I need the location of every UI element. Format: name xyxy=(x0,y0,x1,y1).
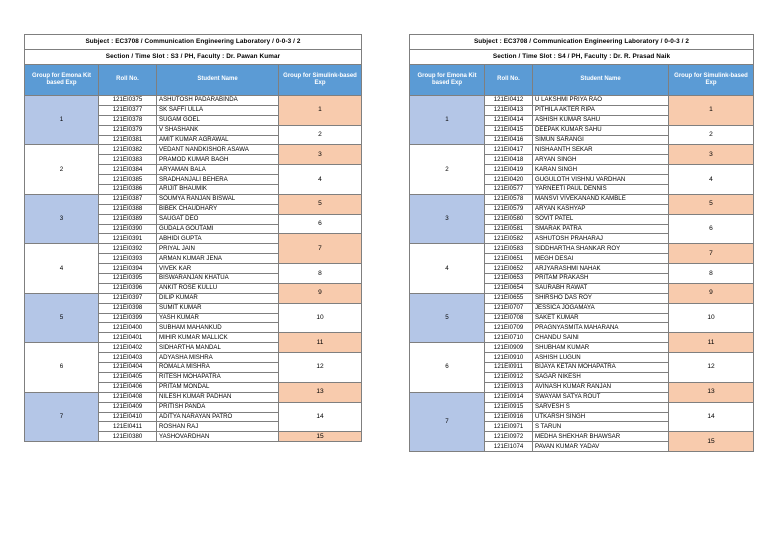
roll-no-cell: 121EI0579 xyxy=(485,204,533,214)
emona-group-cell: 4 xyxy=(410,244,485,293)
roll-no-cell: 121EI0418 xyxy=(485,155,533,165)
student-name-cell: ROMALA MISHRA xyxy=(157,363,279,373)
emona-group-cell: 1 xyxy=(25,96,99,145)
simulink-group-cell: 5 xyxy=(279,194,362,214)
student-name-cell: ARJYARASHMI NAHAK xyxy=(533,264,669,274)
simulink-group-header: Group for Simulink-based Exp xyxy=(279,65,362,96)
simulink-group-cell: 12 xyxy=(279,353,362,383)
roll-no-cell: 121EI0417 xyxy=(485,145,533,155)
student-name-cell: ARYAMAN BALA xyxy=(157,165,279,175)
student-name-cell: SARVESH S xyxy=(533,402,669,412)
student-name-cell: PRAMOD KUMAR BAGH xyxy=(157,155,279,165)
header-row xyxy=(25,65,362,96)
student-name-cell: ADITYA NARAYAN PATRO xyxy=(157,412,279,422)
table-row xyxy=(25,194,362,204)
simulink-group-cell: 14 xyxy=(279,402,362,432)
emona-group-cell: 5 xyxy=(25,293,99,342)
roll-no-cell: 121EI0403 xyxy=(99,353,157,363)
roll-no-cell: 121EI0384 xyxy=(99,165,157,175)
student-name-cell: DEEPAK KUMAR SAHU xyxy=(533,125,669,135)
student-name-header: Student Name xyxy=(157,65,279,96)
student-name-cell: ASHISH KUMAR SAHU xyxy=(533,115,669,125)
student-name-cell: VEDANT NANDKISHOR ASAWA xyxy=(157,145,279,155)
simulink-group-cell: 14 xyxy=(669,402,754,432)
emona-group-cell: 5 xyxy=(410,293,485,342)
roll-no-cell: 121EI0402 xyxy=(99,343,157,353)
student-name-cell: PITHILA AKTER RIPA xyxy=(533,105,669,115)
simulink-group-cell: 4 xyxy=(669,165,754,195)
student-name-cell: SOVIT PATEL xyxy=(533,214,669,224)
student-name-cell: BIBEK CHAUDHARY xyxy=(157,204,279,214)
roll-no-cell: 121EI0415 xyxy=(485,125,533,135)
simulink-group-cell: 15 xyxy=(279,432,362,442)
roll-no-cell: 121EI0582 xyxy=(485,234,533,244)
emona-group-cell: 7 xyxy=(410,392,485,451)
emona-group-cell: 2 xyxy=(25,145,99,194)
student-name-cell: ANKIT ROSE KULLU xyxy=(157,283,279,293)
simulink-group-cell: 10 xyxy=(279,303,362,333)
roll-no-cell: 121EI0404 xyxy=(99,363,157,373)
simulink-group-cell: 6 xyxy=(669,214,754,244)
simulink-group-cell: 3 xyxy=(279,145,362,165)
simulink-group-cell: 9 xyxy=(279,283,362,303)
roll-no-cell: 121EI0413 xyxy=(485,105,533,115)
roll-no-cell: 121EI0377 xyxy=(99,105,157,115)
roll-no-cell: 121EI0914 xyxy=(485,392,533,402)
emona-group-cell: 6 xyxy=(25,343,99,392)
subject-row xyxy=(410,35,754,50)
simulink-group-cell: 4 xyxy=(279,165,362,195)
student-name-cell: VIVEK KAR xyxy=(157,264,279,274)
simulink-group-header: Group for Simulink-based Exp xyxy=(669,65,754,96)
student-name-cell: AVINASH KUMAR RANJAN xyxy=(533,382,669,392)
section-s3-table-panel xyxy=(24,34,361,442)
table-row xyxy=(410,96,754,106)
roll-no-cell: 121EI0390 xyxy=(99,224,157,234)
roll-no-cell: 121EI0915 xyxy=(485,402,533,412)
student-name-cell: SAKET KUMAR xyxy=(533,313,669,323)
student-name-cell: ROSHAN RAJ xyxy=(157,422,279,432)
emona-group-cell: 3 xyxy=(410,194,485,243)
student-name-cell: PRITISH PANDA xyxy=(157,402,279,412)
roll-no-cell: 121EI0910 xyxy=(485,353,533,363)
student-name-cell: PRIYAL JAIN xyxy=(157,244,279,254)
roll-no-cell: 121EI0389 xyxy=(99,214,157,224)
roll-no-cell: 121EI0388 xyxy=(99,204,157,214)
roll-no-cell: 121EI0416 xyxy=(485,135,533,145)
roll-no-cell: 121EI0409 xyxy=(99,402,157,412)
student-name-cell: NILESH KUMAR PADHAN xyxy=(157,392,279,402)
roll-no-cell: 121EI0909 xyxy=(485,343,533,353)
simulink-group-cell: 9 xyxy=(669,283,754,303)
roll-no-cell: 121EI0654 xyxy=(485,283,533,293)
section-row xyxy=(25,50,362,65)
table-row xyxy=(410,145,754,155)
student-name-cell: SUGAM GOEL xyxy=(157,115,279,125)
roll-no-cell: 121EI0580 xyxy=(485,214,533,224)
student-name-cell: ARYAN KASHYAP xyxy=(533,204,669,214)
simulink-group-cell: 11 xyxy=(279,333,362,353)
roll-no-cell: 121EI0412 xyxy=(485,96,533,106)
section-title: Section / Time Slot : S3 / PH, Faculty : Dr. Pawan Kumar xyxy=(25,50,362,65)
student-name-cell: ASHUTOSH PADARABINDA xyxy=(157,96,279,106)
student-name-cell: ABHIDI GUPTA xyxy=(157,234,279,244)
student-name-cell: SUBHAM MAHANKUD xyxy=(157,323,279,333)
roll-no-cell: 121EI0653 xyxy=(485,274,533,284)
student-name-cell: SIDDHARTHA SHANKAR ROY xyxy=(533,244,669,254)
table-row xyxy=(25,145,362,155)
simulink-group-cell: 7 xyxy=(279,234,362,264)
student-name-cell: SRADHANJALI BEHERA xyxy=(157,175,279,185)
roll-no-cell: 121EI0709 xyxy=(485,323,533,333)
student-name-cell: MANSVI VIVEKANAND KAMBLE xyxy=(533,194,669,204)
simulink-group-cell: 11 xyxy=(669,333,754,353)
roll-no-cell: 121EI0707 xyxy=(485,303,533,313)
student-name-cell: ARIJIT BHAUMIK xyxy=(157,185,279,195)
student-name-cell: U LAKSHMI PRIYA RAO xyxy=(533,96,669,106)
roll-no-cell: 121EI0578 xyxy=(485,194,533,204)
roll-no-cell: 121EI0419 xyxy=(485,165,533,175)
student-name-cell: PRITAM MONDAL xyxy=(157,382,279,392)
roll-no-cell: 121EI0398 xyxy=(99,303,157,313)
student-name-cell: GUGULOTH VISHNU VARDHAN xyxy=(533,175,669,185)
emona-group-cell: 7 xyxy=(25,392,99,441)
student-name-cell: SHUBHAM KUMAR xyxy=(533,343,669,353)
simulink-group-cell: 12 xyxy=(669,353,754,383)
emona-group-cell: 1 xyxy=(410,96,485,145)
simulink-group-cell: 7 xyxy=(669,244,754,264)
simulink-group-cell: 13 xyxy=(279,382,362,402)
emona-group-cell: 4 xyxy=(25,244,99,293)
table-row xyxy=(25,96,362,106)
student-name-cell: SIDHARTHA MANDAL xyxy=(157,343,279,353)
roll-no-cell: 121EI0913 xyxy=(485,382,533,392)
student-name-cell: ADYASHA MISHRA xyxy=(157,353,279,363)
student-name-cell: SHIRSHO DAS ROY xyxy=(533,293,669,303)
roll-no-cell: 121EI0394 xyxy=(99,264,157,274)
student-name-cell: YASHOVARDHAN xyxy=(157,432,279,442)
simulink-group-cell: 8 xyxy=(279,264,362,284)
roll-no-cell: 121EI0375 xyxy=(99,96,157,106)
simulink-group-cell: 10 xyxy=(669,303,754,333)
student-name-cell: KARAN SINGH xyxy=(533,165,669,175)
student-name-cell: JESSICA JOGAMAYA xyxy=(533,303,669,313)
roll-no-cell: 121EI0400 xyxy=(99,323,157,333)
roll-no-cell: 121EI0378 xyxy=(99,115,157,125)
roll-no-cell: 121EI0655 xyxy=(485,293,533,303)
student-name-cell: SIMUN SARANGI xyxy=(533,135,669,145)
student-name-cell: SWAYAM SATYA ROUT xyxy=(533,392,669,402)
roll-no-cell: 121EI0379 xyxy=(99,125,157,135)
table-row xyxy=(410,244,754,254)
subject-title: Subject : EC3708 / Communication Engineering Laboratory / 0-0-3 / 2 xyxy=(410,35,754,50)
roll-no-cell: 121EI0385 xyxy=(99,175,157,185)
emona-group-cell: 6 xyxy=(410,343,485,392)
student-name-cell: SMARAK PATRA xyxy=(533,224,669,234)
simulink-group-cell: 5 xyxy=(669,194,754,214)
roll-no-cell: 121EI0386 xyxy=(99,185,157,195)
header-row xyxy=(410,65,754,96)
roll-no-cell: 121EI0420 xyxy=(485,175,533,185)
roll-no-cell: 121EI0972 xyxy=(485,432,533,442)
student-name-cell: ARMAN KUMAR JENA xyxy=(157,254,279,264)
roll-no-cell: 121EI0651 xyxy=(485,254,533,264)
roll-no-cell: 121EI0392 xyxy=(99,244,157,254)
roll-no-cell: 121EI0401 xyxy=(99,333,157,343)
roll-no-cell: 121EI0380 xyxy=(99,432,157,442)
roll-no-cell: 121EI0971 xyxy=(485,422,533,432)
student-name-cell: RITESH MOHAPATRA xyxy=(157,372,279,382)
roll-no-header: Roll No. xyxy=(99,65,157,96)
emona-group-cell: 2 xyxy=(410,145,485,194)
roll-no-cell: 121EI0411 xyxy=(99,422,157,432)
table-row xyxy=(410,194,754,204)
roll-no-cell: 121EI0397 xyxy=(99,293,157,303)
simulink-group-cell: 6 xyxy=(279,214,362,234)
roll-no-cell: 121EI0652 xyxy=(485,264,533,274)
student-name-cell: ASHISH LUGUN xyxy=(533,353,669,363)
subject-title: Subject : EC3708 / Communication Engineering Laboratory / 0-0-3 / 2 xyxy=(25,35,362,50)
roll-no-cell: 121EI0399 xyxy=(99,313,157,323)
student-name-cell: SOUMYA RANJAN BISWAL xyxy=(157,194,279,204)
student-name-cell: MEDHA SHEKHAR BHAWSAR xyxy=(533,432,669,442)
simulink-group-cell: 3 xyxy=(669,145,754,165)
student-name-cell: YARNEETI PAUL DENNIS xyxy=(533,185,669,195)
student-name-cell: BISWARANJAN KHATUA xyxy=(157,274,279,284)
roll-no-cell: 121EI1074 xyxy=(485,442,533,452)
roll-no-cell: 121EI0396 xyxy=(99,283,157,293)
roll-no-cell: 121EI0393 xyxy=(99,254,157,264)
student-name-cell: SAUGAT DEO xyxy=(157,214,279,224)
simulink-group-cell: 2 xyxy=(669,125,754,145)
student-name-cell: NISHAANTH SEKAR xyxy=(533,145,669,155)
roll-no-cell: 121EI0387 xyxy=(99,194,157,204)
simulink-group-cell: 15 xyxy=(669,432,754,452)
roll-no-cell: 121EI0583 xyxy=(485,244,533,254)
emona-group-cell: 3 xyxy=(25,194,99,243)
simulink-group-cell: 1 xyxy=(669,96,754,126)
roll-no-cell: 121EI0912 xyxy=(485,372,533,382)
roll-no-cell: 121EI0414 xyxy=(485,115,533,125)
student-name-cell: CHANDU SAINI xyxy=(533,333,669,343)
student-name-cell: YASH KUMAR xyxy=(157,313,279,323)
student-name-cell: GUDALA GOUTAMI xyxy=(157,224,279,234)
emona-group-header: Group for Emona Kit based Exp xyxy=(25,65,99,96)
roll-no-cell: 121EI0581 xyxy=(485,224,533,234)
roll-no-cell: 121EI0410 xyxy=(99,412,157,422)
section-title: Section / Time Slot : S4 / PH, Faculty : Dr. R. Prasad Naik xyxy=(410,50,754,65)
section-s4-table-panel xyxy=(409,34,753,452)
student-name-cell: BIJAYA KETAN MOHAPATRA xyxy=(533,363,669,373)
roll-no-cell: 121EI0577 xyxy=(485,185,533,195)
student-name-cell: SUMIT KUMAR xyxy=(157,303,279,313)
roll-no-cell: 121EI0708 xyxy=(485,313,533,323)
student-name-cell: SAGAR NIKESH xyxy=(533,372,669,382)
roll-no-header: Roll No. xyxy=(485,65,533,96)
student-name-header: Student Name xyxy=(533,65,669,96)
student-name-cell: MEGH DESAI xyxy=(533,254,669,264)
simulink-group-cell: 2 xyxy=(279,125,362,145)
student-name-cell: SK SAFFI ULLA xyxy=(157,105,279,115)
student-name-cell: S TARUN xyxy=(533,422,669,432)
student-name-cell: V SHASHANK xyxy=(157,125,279,135)
emona-group-header: Group for Emona Kit based Exp xyxy=(410,65,485,96)
simulink-group-cell: 13 xyxy=(669,382,754,402)
student-name-cell: PRITAM PRAKASH xyxy=(533,274,669,284)
roll-no-cell: 121EI0391 xyxy=(99,234,157,244)
student-name-cell: AMIT KUMAR AGRAWAL xyxy=(157,135,279,145)
roll-no-cell: 121EI0916 xyxy=(485,412,533,422)
student-name-cell: MIHIR KUMAR MALLICK xyxy=(157,333,279,343)
subject-row xyxy=(25,35,362,50)
group-allocation-table xyxy=(409,34,754,452)
student-name-cell: SAURABH RAWAT xyxy=(533,283,669,293)
roll-no-cell: 121EI0395 xyxy=(99,274,157,284)
roll-no-cell: 121EI0406 xyxy=(99,382,157,392)
roll-no-cell: 121EI0408 xyxy=(99,392,157,402)
roll-no-cell: 121EI0382 xyxy=(99,145,157,155)
roll-no-cell: 121EI0405 xyxy=(99,372,157,382)
student-name-cell: PAVAN KUMAR YADAV xyxy=(533,442,669,452)
student-name-cell: UTKARSH SINGH xyxy=(533,412,669,422)
student-name-cell: ARYAN SINGH xyxy=(533,155,669,165)
group-allocation-table xyxy=(24,34,362,442)
student-name-cell: DILIP KUMAR xyxy=(157,293,279,303)
simulink-group-cell: 1 xyxy=(279,96,362,126)
student-name-cell: ASHUTOSH PRAHARAJ xyxy=(533,234,669,244)
roll-no-cell: 121EI0710 xyxy=(485,333,533,343)
roll-no-cell: 121EI0911 xyxy=(485,363,533,373)
student-name-cell: PRAGNYASMITA MAHARANA xyxy=(533,323,669,333)
section-row xyxy=(410,50,754,65)
roll-no-cell: 121EI0383 xyxy=(99,155,157,165)
roll-no-cell: 121EI0381 xyxy=(99,135,157,145)
simulink-group-cell: 8 xyxy=(669,264,754,284)
